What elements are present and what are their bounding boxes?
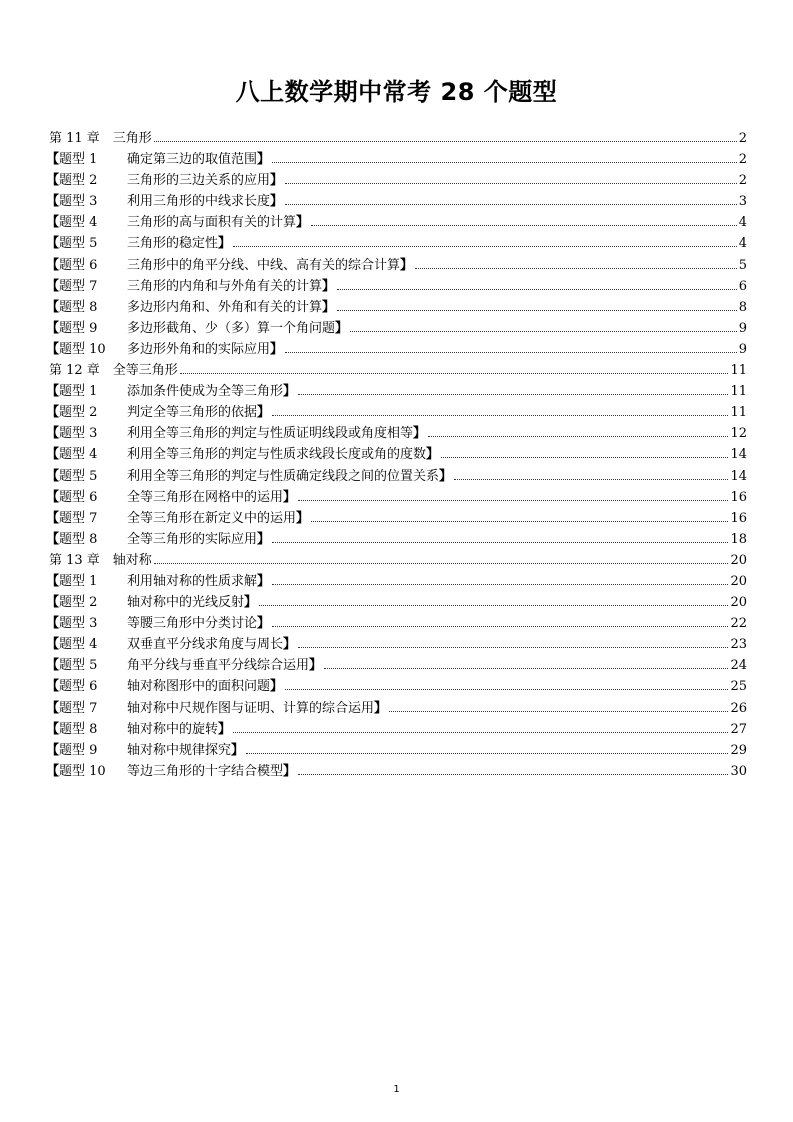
- toc-item-number: 题型 1: [59, 152, 98, 168]
- toc-item-number: 题型 8: [59, 299, 98, 315]
- toc-item-row[interactable]: [46, 675, 747, 696]
- toc-item-row[interactable]: [46, 275, 747, 296]
- toc-item-row[interactable]: [46, 169, 747, 190]
- right-bracket: 】: [283, 489, 297, 505]
- dot-leader: [311, 520, 728, 522]
- dot-leader: [272, 161, 737, 163]
- left-bracket: 【: [46, 173, 60, 189]
- dot-leader: [337, 309, 737, 311]
- right-bracket: 】: [257, 573, 271, 589]
- toc-page-number: 11: [730, 405, 747, 421]
- toc-item-text: 添加条件使成为全等三角形: [127, 384, 284, 400]
- toc-page-number: 22: [730, 616, 747, 632]
- toc-item-number: 题型 6: [59, 679, 98, 695]
- toc-item-text: 利用三角形的中线求长度: [127, 194, 271, 210]
- left-bracket: 【: [46, 679, 60, 695]
- toc-item-text: 轴对称图形中的面积问题: [127, 679, 271, 695]
- toc-entry-label: [46, 338, 283, 357]
- toc-entry-label: [46, 739, 244, 758]
- left-bracket: 【: [46, 616, 60, 632]
- toc-item-text: 多边形截角、少（多）算一个角问题: [127, 320, 336, 336]
- right-bracket: 】: [439, 468, 453, 484]
- toc-page-number: 24: [730, 658, 747, 674]
- toc-item-row[interactable]: [46, 401, 747, 422]
- table-of-contents: [46, 127, 747, 781]
- dot-leader: [180, 372, 729, 374]
- right-bracket: 】: [257, 616, 271, 632]
- right-bracket: 】: [322, 278, 336, 294]
- left-bracket: 【: [46, 215, 60, 231]
- toc-item-row[interactable]: [46, 697, 747, 718]
- toc-item-text: 三角形的高与面积有关的计算: [127, 215, 297, 231]
- right-bracket: 】: [257, 405, 271, 421]
- toc-item-number: 题型 1: [59, 573, 98, 589]
- toc-item-row[interactable]: [46, 486, 747, 507]
- toc-entry-label: [46, 232, 231, 251]
- toc-item-number: 题型 4: [59, 637, 98, 653]
- dot-leader: [246, 752, 728, 754]
- dot-leader: [324, 667, 728, 669]
- toc-item-row[interactable]: [46, 612, 747, 633]
- dot-leader: [298, 773, 728, 775]
- toc-item-row[interactable]: [46, 211, 747, 232]
- right-bracket: 】: [309, 658, 323, 674]
- toc-entry-label: [46, 507, 309, 526]
- toc-item-number: 题型 9: [59, 320, 98, 336]
- right-bracket: 】: [283, 384, 297, 400]
- dot-leader: [272, 541, 728, 543]
- toc-entry-label: [46, 401, 270, 420]
- toc-item-number: 题型 5: [59, 468, 98, 484]
- toc-item-text: 利用全等三角形的判定与性质求线段长度或角的度数: [127, 447, 427, 463]
- toc-entry-label: 第 11 章 三角形: [49, 131, 152, 146]
- toc-page-number: 11: [730, 384, 747, 400]
- toc-page-number: 14: [730, 447, 747, 463]
- toc-page-number: 5: [738, 257, 747, 273]
- right-bracket: 】: [270, 194, 284, 210]
- toc-item-row[interactable]: [46, 317, 747, 338]
- dot-leader: [154, 562, 729, 564]
- toc-page-number: 2: [738, 173, 747, 189]
- toc-page-number: 25: [730, 679, 747, 695]
- toc-page-number: 29: [730, 742, 747, 758]
- left-bracket: 【: [46, 573, 60, 589]
- toc-item-number: 题型 3: [59, 616, 98, 632]
- toc-entry-label: [46, 570, 270, 589]
- toc-entry-label: [46, 443, 439, 462]
- toc-item-number: 题型 3: [59, 194, 98, 210]
- right-bracket: 】: [244, 595, 258, 611]
- toc-entry-label: [46, 697, 387, 716]
- toc-item-text: 确定第三边的取值范围: [127, 152, 258, 168]
- toc-item-row[interactable]: [46, 380, 747, 401]
- right-bracket: 】: [296, 215, 310, 231]
- toc-page-number: 9: [738, 341, 747, 357]
- toc-page-number: 26: [730, 700, 747, 716]
- toc-item-text: 角平分线与垂直平分线综合运用: [127, 658, 310, 674]
- right-bracket: 】: [426, 447, 440, 463]
- toc-entry-label: [46, 718, 231, 737]
- left-bracket: 【: [46, 742, 60, 758]
- left-bracket: 【: [46, 595, 60, 611]
- toc-entry-label: [46, 275, 335, 294]
- toc-entry-label: 第 13 章 轴对称: [49, 552, 152, 568]
- toc-item-text: 三角形的内角和与外角有关的计算: [127, 278, 323, 294]
- toc-item-row[interactable]: [46, 443, 747, 464]
- left-bracket: 【: [46, 658, 60, 674]
- toc-item-row[interactable]: [46, 190, 747, 211]
- toc-item-text: 等边三角形的十字结合模型: [127, 763, 284, 779]
- left-bracket: 【: [46, 763, 60, 779]
- toc-item-number: 题型 6: [59, 257, 98, 273]
- left-bracket: 【: [46, 510, 60, 526]
- toc-page-number: 8: [738, 299, 747, 315]
- dot-leader: [285, 203, 737, 205]
- left-bracket: 【: [46, 152, 60, 168]
- toc-item-text: 轴对称中的光线反射: [127, 595, 245, 611]
- toc-item-text: 全等三角形的实际应用: [127, 531, 258, 547]
- toc-item-number: 题型 3: [59, 426, 98, 442]
- toc-item-row[interactable]: [46, 422, 747, 443]
- toc-item-number: 题型 5: [59, 658, 98, 674]
- right-bracket: 】: [257, 152, 271, 168]
- toc-item-number: 题型 4: [59, 215, 98, 231]
- right-bracket: 】: [374, 700, 388, 716]
- toc-entry-label: [46, 296, 335, 315]
- toc-entry-label: 第 12 章 全等三角形: [49, 363, 178, 379]
- toc-entry-label: [46, 422, 426, 441]
- left-bracket: 【: [46, 299, 60, 315]
- toc-item-row[interactable]: [46, 654, 747, 675]
- toc-item-text: 利用轴对称的性质求解: [127, 573, 258, 589]
- toc-page-number: 12: [730, 426, 747, 442]
- dot-leader: [233, 731, 728, 733]
- toc-item-text: 多边形外角和的实际应用: [127, 341, 271, 357]
- toc-item-number: 题型 6: [59, 489, 98, 505]
- left-bracket: 【: [46, 489, 60, 505]
- toc-item-text: 三角形的三边关系的应用: [127, 173, 271, 189]
- toc-item-row[interactable]: [46, 739, 747, 760]
- dot-leader: [350, 330, 737, 332]
- toc-item-row[interactable]: [46, 507, 747, 528]
- toc-page-number: 30: [730, 763, 747, 779]
- left-bracket: 【: [46, 721, 60, 737]
- toc-item-text: 三角形的稳定性: [127, 236, 219, 252]
- toc-page-number: 20: [730, 573, 747, 589]
- toc-page-number: 16: [730, 510, 747, 526]
- toc-item-number: 题型 2: [59, 173, 98, 189]
- toc-page-number: 4: [738, 236, 747, 252]
- toc-item-row[interactable]: [46, 148, 747, 169]
- dot-leader: [272, 583, 728, 585]
- toc-item-row[interactable]: [46, 528, 747, 549]
- toc-page-number: 16: [730, 489, 747, 505]
- toc-item-number: 题型 2: [59, 595, 98, 611]
- toc-entry-label: [46, 211, 309, 230]
- right-bracket: 】: [335, 320, 349, 336]
- toc-page-number: 6: [738, 278, 747, 294]
- toc-item-row[interactable]: [46, 591, 747, 612]
- left-bracket: 【: [46, 320, 60, 336]
- toc-entry-label: [46, 675, 283, 694]
- toc-item-text: 多边形内角和、外角和有关的计算: [127, 299, 323, 315]
- dot-leader: [272, 414, 728, 416]
- toc-page-number: 20: [730, 552, 747, 568]
- page-number: 1: [393, 1084, 400, 1095]
- left-bracket: 【: [46, 405, 60, 421]
- toc-page-number: 18: [730, 531, 747, 547]
- right-bracket: 】: [270, 341, 284, 357]
- toc-page-number: 27: [730, 721, 747, 737]
- toc-item-number: 题型 2: [59, 405, 98, 421]
- toc-chapter-row[interactable]: [46, 359, 747, 380]
- toc-entry-label: [46, 169, 283, 188]
- toc-item-number: 题型 10: [59, 763, 106, 779]
- left-bracket: 【: [46, 236, 60, 252]
- toc-entry-label: [46, 591, 257, 610]
- dot-leader: [285, 351, 737, 353]
- left-bracket: 【: [46, 341, 60, 357]
- toc-page-number: 14: [730, 468, 747, 484]
- toc-page-number: 3: [738, 194, 747, 210]
- toc-item-text: 轴对称中规律探究: [127, 742, 232, 758]
- toc-page-number: 2: [738, 152, 747, 168]
- toc-page-number: 20: [730, 595, 747, 611]
- toc-item-number: 题型 9: [59, 742, 98, 758]
- left-bracket: 【: [46, 426, 60, 442]
- dot-leader: [154, 140, 737, 142]
- dot-leader: [285, 182, 737, 184]
- toc-page-number: 11: [730, 363, 747, 379]
- toc-item-number: 题型 4: [59, 447, 98, 463]
- toc-entry-label: [46, 633, 296, 652]
- toc-entry-label: [46, 760, 296, 779]
- toc-chapter-row[interactable]: [46, 127, 747, 148]
- toc-item-number: 题型 7: [59, 510, 98, 526]
- toc-entry-label: [46, 190, 283, 209]
- toc-page-number: 23: [730, 637, 747, 653]
- toc-item-text: 三角形中的角平分线、中线、高有关的综合计算: [127, 257, 401, 273]
- toc-item-row[interactable]: [46, 465, 747, 486]
- dot-leader: [415, 267, 737, 269]
- toc-item-text: 利用全等三角形的判定与性质证明线段或角度相等: [127, 426, 414, 442]
- dot-leader: [337, 288, 737, 290]
- dot-leader: [428, 435, 728, 437]
- left-bracket: 【: [46, 194, 60, 210]
- right-bracket: 】: [322, 299, 336, 315]
- toc-item-number: 题型 5: [59, 236, 98, 252]
- dot-leader: [259, 604, 728, 606]
- dot-leader: [298, 499, 728, 501]
- left-bracket: 【: [46, 447, 60, 463]
- toc-item-row[interactable]: [46, 570, 747, 591]
- dot-leader: [233, 245, 737, 247]
- right-bracket: 】: [218, 236, 232, 252]
- right-bracket: 】: [296, 510, 310, 526]
- toc-item-row[interactable]: [46, 760, 747, 781]
- toc-item-row[interactable]: [46, 232, 747, 253]
- toc-item-number: 题型 7: [59, 700, 98, 716]
- toc-item-number: 题型 7: [59, 278, 98, 294]
- dot-leader: [285, 688, 728, 690]
- right-bracket: 】: [270, 679, 284, 695]
- left-bracket: 【: [46, 278, 60, 294]
- left-bracket: 【: [46, 384, 60, 400]
- toc-item-number: 题型 10: [59, 341, 106, 357]
- toc-item-number: 题型 1: [59, 384, 98, 400]
- toc-page-number: 2: [738, 131, 747, 146]
- dot-leader: [441, 456, 728, 458]
- toc-item-text: 全等三角形在网格中的运用: [127, 489, 284, 505]
- right-bracket: 】: [231, 742, 245, 758]
- toc-item-text: 等腰三角形中分类讨论: [127, 616, 258, 632]
- dot-leader: [389, 710, 728, 712]
- toc-item-text: 全等三角形在新定义中的运用: [127, 510, 297, 526]
- left-bracket: 【: [46, 468, 60, 484]
- toc-entry-label: [46, 254, 413, 273]
- toc-page-number: 9: [738, 320, 747, 336]
- toc-entry-label: [46, 317, 348, 336]
- right-bracket: 】: [270, 173, 284, 189]
- left-bracket: 【: [46, 531, 60, 547]
- left-bracket: 【: [46, 700, 60, 716]
- toc-entry-label: [46, 486, 296, 505]
- left-bracket: 【: [46, 257, 60, 273]
- dot-leader: [454, 478, 728, 480]
- toc-item-number: 题型 8: [59, 721, 98, 737]
- toc-entry-label: [46, 148, 270, 167]
- toc-entry-label: [46, 612, 270, 631]
- right-bracket: 】: [283, 637, 297, 653]
- toc-item-row[interactable]: [46, 254, 747, 275]
- toc-item-row[interactable]: [46, 633, 747, 654]
- toc-item-text: 轴对称中尺规作图与证明、计算的综合运用: [127, 700, 375, 716]
- right-bracket: 】: [283, 763, 297, 779]
- toc-item-text: 轴对称中的旋转: [127, 721, 219, 737]
- toc-chapter-row[interactable]: [46, 549, 747, 570]
- toc-entry-label: [46, 528, 270, 547]
- right-bracket: 】: [400, 257, 414, 273]
- dot-leader: [272, 625, 728, 627]
- left-bracket: 【: [46, 637, 60, 653]
- toc-item-text: 判定全等三角形的依据: [127, 405, 258, 421]
- toc-item-text: 双垂直平分线求角度与周长: [127, 637, 284, 653]
- right-bracket: 】: [413, 426, 427, 442]
- toc-item-row[interactable]: [46, 718, 747, 739]
- right-bracket: 】: [218, 721, 232, 737]
- document-title: 八上数学期中常考 28 个题型: [235, 78, 558, 106]
- dot-leader: [311, 224, 737, 226]
- toc-item-number: 题型 8: [59, 531, 98, 547]
- toc-entry-label: [46, 380, 296, 399]
- right-bracket: 】: [257, 531, 271, 547]
- toc-item-row[interactable]: [46, 296, 747, 317]
- toc-item-text: 利用全等三角形的判定与性质确定线段之间的位置关系: [127, 468, 440, 484]
- toc-item-row[interactable]: [46, 338, 747, 359]
- toc-entry-label: [46, 654, 322, 673]
- toc-entry-label: [46, 465, 452, 484]
- toc-page-number: 4: [738, 215, 747, 231]
- dot-leader: [298, 646, 728, 648]
- dot-leader: [298, 393, 728, 395]
